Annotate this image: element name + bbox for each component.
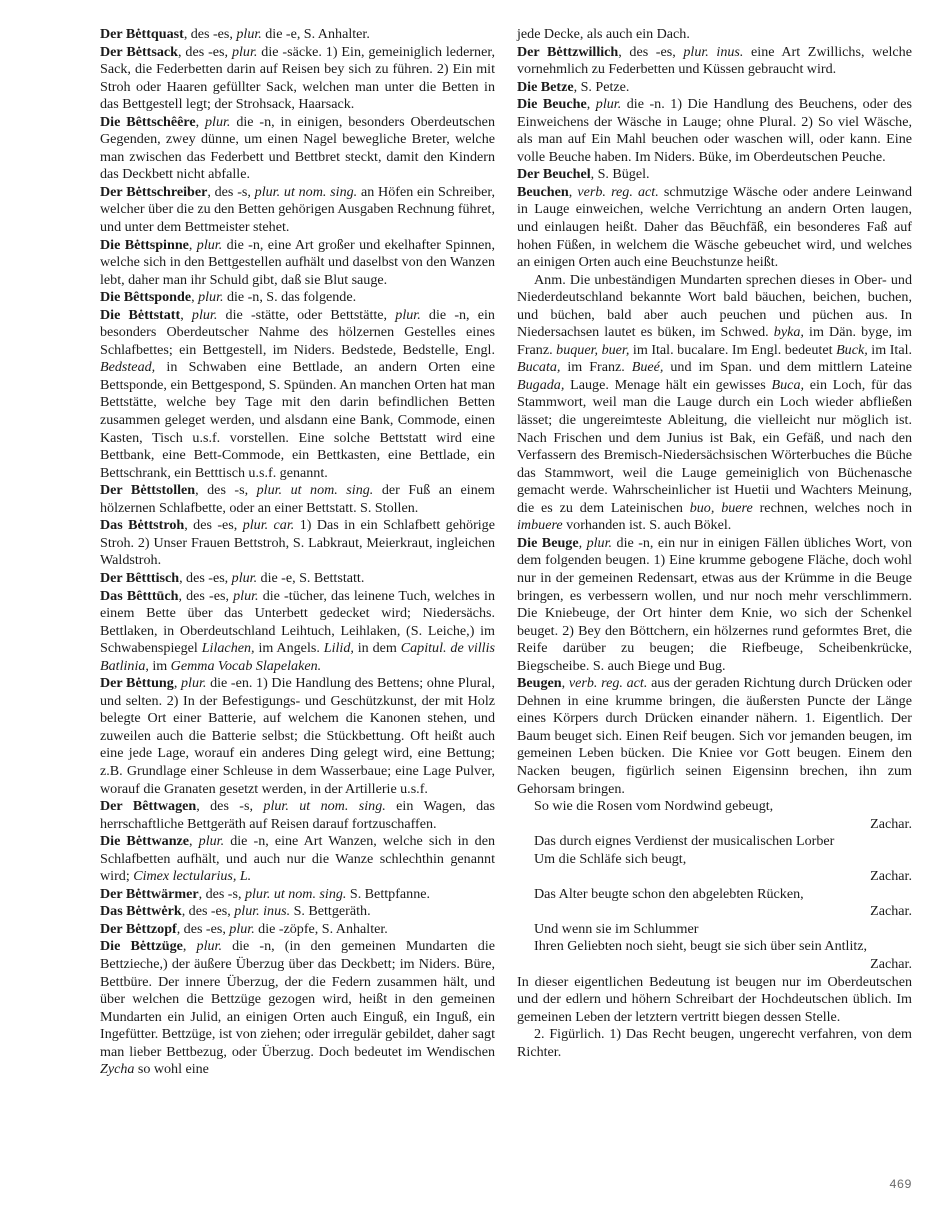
entry-body: , plur. die -n, in einigen, besonders Oberdeutschen Gegenden, zwey dünne, um einen Nagel bewegliche Breter, welche man zwischen das Federbett und Bettbret steckt, damit den Kindern das Deckbett nicht abfalle.: [100, 113, 495, 183]
dictionary-entry: [517, 184, 912, 272]
entry-headword: Die Bėttwanze: [100, 833, 190, 850]
dictionary-entry: [100, 307, 495, 482]
entry-body: , plur. die -n. 1) Die Handlung des Beuchens, oder des Einweichens der Wäsche in Lauge; ohne Plural. 2) So viel Wäsche, als man auf Ein Mahl beuchen oder waschen will, oder kann. Eine volle Beuche haben. Im Niders. Büke, im Oberdeutschen Peuche.: [517, 96, 912, 165]
dictionary-entry: [100, 938, 495, 1078]
indented-paragraph: Anm. Die unbeständigen Mundarten sprechen dieses in Ober- und Niederdeutschland bekannte Wort bald bäuchen, beichen, buchen, und büchen, bald aber auch peuchen und püchen aus. In Niedersachsen lautet es büken, im Schwed. byka, im Dän. byge, im Franz. buquer, buer, im Ital. bucalare. Im Engl. bedeutet Buck, im Ital. Bucata, im Franz. Bueé, und im Span. und dem mittlern Lateine Bugada, Lauge. Menage hält ein gewisses Buca, ein Loch, für das Stammwort, weil man die Lauge durch ein Loch wieder abfließen lässet; die ungereimteste Ableitung, die vielleicht nur möglich ist. Nach Frischen und dem Junius ist Bak, ein Gefäß, und nach den Verfassern des Bremisch-Niedersächsischen Wörterbuches die Büche das Stammwort, weil die Lauge gemeiniglich von Büchenasche gemacht werde. Wahrscheinlicher ist Huetii und Wachters Meinung, die es zu dem Lateinischen buo, buere rechnen, welches noch in imbuere vorhanden ist. S. auch Bökel.: [517, 271, 913, 534]
entry-body: , des -s, plur. ut nom. sing. an Höfen ein Schreiber, welcher über die zu den Betten gehörigen Ausgaben Rechnung führet, und unter dem Bettmeister stehet.: [100, 183, 495, 236]
entry-body: , plur. die -n, (in den gemeinen Mundarten die Bettzieche,) der äußere Überzug über das Deckbett; im Niders. Büre, Bettbüre. Der innere Überzug, der die Federn zusammen hält, und über welchen die Bettzüge gezogen wird, heißt in den gemeinen Mundarten ein Julid, an einigen Orten auch Einguß, ein Inguß, ein Ingefütter. Bettzüge, ist von ziehen; oder irregulär gebildet, daher sagt man lieber Bettbezug, oder Überzug. Doch bedeutet im Wendischen Zycha so wohl eine: [100, 938, 495, 1078]
entry-headword: Die Beuche: [517, 96, 587, 113]
entry-body: , S. Bügel.: [590, 166, 650, 183]
dictionary-entry: [100, 237, 495, 290]
entry-body: , verb. reg. act. aus der geraden Richtung durch Drücken oder Dehnen in eine krumme bringen, die äußersten Puncte der Länge eines Körpers durch Drücken einander nähern. 1. Eigentlich. Der Baum beuget sich. Einen Reif beugen. Sich vor jemanden beugen, im gemeinen Leben bücken. Die Kniee vor Gott beugen. Einem den Nacken beugen, figürlich seinen Eigensinn brechen, ihn zum Gehorsam bringen.: [517, 675, 912, 797]
entry-body: , des -es, plur. car. 1) Das in ein Schlafbett gehörige Stroh. 2) Unser Frauen Bettstroh, S. Labkraut, Meierkraut, ingleichen Waldstroh.: [100, 517, 495, 569]
entry-headword: Der Bėttquast: [100, 26, 184, 42]
entry-body: , des -s, plur. ut nom. sing. S. Bettpfanne.: [198, 885, 431, 902]
entry-body: , des -es, plur. inus. S. Bettgeräth.: [181, 903, 371, 920]
entry-headword: Der Bêttwagen: [100, 798, 197, 815]
page-number: 469: [889, 1177, 912, 1191]
entry-headword: Das Bėttwėrk: [100, 903, 182, 920]
verse-quotation: [517, 833, 912, 886]
entry-body: , plur. die -n, S. das folgende.: [191, 289, 357, 306]
verse-line: Das Alter beugte schon den abgelebten Rücken,: [534, 885, 804, 902]
body-paragraph: jede Decke, als auch ein Dach.: [517, 26, 690, 42]
dictionary-entry: [100, 26, 495, 44]
dictionary-entry: [100, 886, 495, 904]
dictionary-entry: [100, 184, 495, 237]
dictionary-entry: [517, 675, 912, 798]
verse-line: So wie die Rosen vom Nordwind gebeugt,: [534, 798, 774, 815]
dictionary-entry: [100, 798, 495, 833]
entry-headword: Beuchen: [517, 183, 569, 200]
entry-body: , des -es, plur. die -e, S. Bettstatt.: [179, 569, 365, 586]
dictionary-entry: [100, 588, 495, 676]
entry-headword: Der Bėttschreiber: [100, 183, 208, 200]
dictionary-entry: [100, 903, 495, 921]
entry-headword: Das Bėttstroh: [100, 517, 185, 534]
verse-attribution: Zachar.: [870, 868, 912, 885]
dictionary-entry: [517, 44, 912, 79]
entry-body: , des -es, plur. die -säcke. 1) Ein, gemeiniglich lederner, Sack, die Federbetten darin auf Reisen bey sich zu führen. 2) Ein mit Stroh oder Haaren gefüllter Sack, welchen man unter die Betten in das Bettgestell legt; der Strohsack, Haarsack.: [100, 43, 496, 113]
entry-body: , plur. die -n, eine Art großer und ekelhafter Spinnen, welche sich in den Bettgestellen aufhält und daselbst von den Wanzen lebt, daher man ihr Schuld gibt, daß sie Blut sauge.: [100, 236, 495, 288]
entry-headword: Der Bėttsack: [100, 43, 178, 60]
dictionary-entry: [100, 289, 495, 307]
entry-headword: Die Betze: [517, 78, 574, 95]
entry-headword: Der Bėttzwillich: [517, 43, 619, 60]
verse-attribution: Zachar.: [870, 955, 912, 972]
verse-quotation: [517, 921, 912, 974]
entry-body: , des -es, plur. die -zöpfe, S. Anhalter.: [176, 920, 388, 937]
body-paragraph: In dieser eigentlichen Bedeutung ist beugen nur im Oberdeutschen und der edlern und höhern Schreibart der Hochdeutschen üblich. Im gemeinen Leben der letztern vertritt biegen dessen Stelle.: [517, 973, 912, 1025]
entry-body: , plur. die -n, eine Art Wanzen, welche sich in den Schlafbetten aufhält, und auch nur die Wanze schlechthin genannt wird; Cimex lectularius, L.: [100, 833, 496, 885]
dictionary-entry: [517, 96, 912, 166]
entry-headword: Der Bėttstollen: [100, 482, 196, 499]
right-text-column: [517, 26, 912, 1079]
entry-body: , des -es, plur. die -e, S. Anhalter.: [183, 26, 370, 42]
entry-headword: Die Bêttschêêre: [100, 113, 196, 130]
entry-headword: Die Bėttspinne: [100, 236, 189, 253]
entry-body: , des -es, plur. die -tücher, das leinene Tuch, welches in einem Bette über das Unterbett gedecket wird; Niedersächs. Bettlaken, in Oberdeutschland Leihtuch, Leihlaken, (S. Leiche,) im Schwabenspiegel Lilachen, im Angels. Lilid, in dem Capitul. de villis Batlinia, im Gemma Vocab Slapelaken.: [100, 587, 495, 674]
verse-quotation: [517, 886, 912, 921]
dictionary-entry: [517, 79, 912, 97]
entry-body: , des -s, plur. ut nom. sing. ein Wagen, das herrschaftliche Bettgeräth auf Reisen darauf fortzuschaffen.: [100, 798, 495, 832]
entry-headword: Die Bėttzüge: [100, 938, 183, 955]
dictionary-entry: [100, 44, 495, 114]
entry-body: , plur. die -n, ein nur in einigen Fällen übliches Wort, von dem folgenden beugen. 1) Eine krumme gebogene Fläche, doch wohl nur in der gemeinen Redensart, etwas aus der Krümme in die Beuge bringen, es verbessern wollen, und nur noch mehr verschlimmern. Die Kniebeuge, der Ort hinter dem Knie, wo sich der Schenkel beuget. 2) Bey den Böttchern, ein hölzernes rund geformtes Bret, die Reife darüber zu beugen; die Riefbeuge, Scheibenkrücke, Biegscheibe. S. auch Biege und Bug.: [517, 534, 912, 674]
dictionary-entry: [100, 921, 495, 939]
entry-body: , plur. die -stätte, oder Bettstätte, plur. die -n, ein besonders Oberdeutscher Nahme des hölzernen Gestelles eines Schlafbettes; ein Bettgestell, im Niders. Bedstede, Bedstelle, Engl. Bedstead, in Schwaben eine Bettlade, an andern Orten eine Bettsponde, ein Bettgespond, S. Spünden. An manchen Orten hat man Bettstätte, welche bey Tage mit den darin befindlichen Betten zusammen geleget werden, und alsdann eine Bank, Commode, einen Kasten, Tisch u.s.f. vorstellen. Eine solche Bettstatt wird eine Bettbank, eine Bett-Commode, ein Bettkasten, eine Bettlade, ein Bettschrank, ein Betttisch u.s.f. genannt.: [100, 306, 495, 481]
two-column-text-body: [100, 26, 912, 1079]
entry-body: , verb. reg. act. schmutzige Wäsche oder andere Leinwand in Lauge einweichen, welche Verrichtung an andern Orten laugen, und einlaugen heißt. Daher das Bēuchfāß, ein besonderes Faß auf hohen Füßen, in welchem die Wäsche gebeuchet wird, und welches an einigen Orten auch eine Beuchstunze heißt.: [517, 183, 912, 271]
verse-line: Ihren Geliebten noch sieht, beugt sie sich über sein Antlitz,: [534, 938, 868, 955]
entry-headword: Der Bėttung: [100, 675, 174, 692]
indented-paragraph: 2. Figürlich. 1) Das Recht beugen, ungerecht verfahren, von dem Richter.: [517, 1026, 912, 1060]
entry-body: , des -es, plur. inus. eine Art Zwillichs, welche vornehmlich zu Federbetten und Küssen gebraucht wird.: [517, 43, 912, 78]
dictionary-entry: [100, 114, 495, 184]
entry-headword: Die Bėttstatt: [100, 306, 181, 323]
verse-attribution: Zachar.: [870, 903, 912, 920]
entry-headword: Beugen: [517, 675, 562, 692]
dictionary-entry: [100, 570, 495, 588]
entry-body: , plur. die -en. 1) Die Handlung des Bettens; ohne Plural, und selten. 2) In der Befestigungs- und Geschützkunst, der mit Holz belegte Ort einer Batterie, auf welchem die Kanonen stehen, und zuweilen auch die Batterie selbst; die Stückbettung. Oft heißt auch eine jede Lage, worauf ein anderes Ding gelegt wird, eine Bettung; z.B. Grundlage einer Schleuse in dem Wasserbaue; eine Lage Pulver, worauf die Granaten gesetzt werden, in der Artillerie u.s.f.: [100, 675, 496, 797]
entry-headword: Das Bêtttūch: [100, 587, 179, 604]
dictionary-entry: [517, 166, 912, 184]
left-text-column: [100, 26, 495, 1079]
entry-headword: Der Bėttwärmer: [100, 885, 199, 902]
dictionary-entry: [100, 675, 495, 798]
entry-headword: Der Beuchel: [517, 166, 591, 183]
verse-line: Um die Schläfe sich beugt,: [534, 850, 687, 867]
entry-headword: Die Beuge: [517, 534, 579, 551]
entry-headword: Die Bêttsponde: [100, 289, 192, 306]
verse-line: Das durch eignes Verdienst der musicalischen Lorber: [534, 833, 835, 850]
dictionary-entry: [100, 517, 495, 570]
entry-body: , des -s, plur. ut nom. sing. der Fuß an einem hölzernen Schlafbette, oder an einer Bettstatt. S. Stollen.: [100, 482, 495, 516]
entry-headword: Der Bėttzopf: [100, 920, 177, 937]
dictionary-entry: [100, 833, 495, 886]
verse-attribution: Zachar.: [870, 815, 912, 832]
entry-body: , S. Petze.: [573, 78, 630, 95]
dictionary-entry: [100, 482, 495, 517]
dictionary-entry: [517, 535, 912, 675]
entry-headword: Der Bêtttisch: [100, 569, 180, 586]
verse-quotation: [517, 798, 912, 833]
verse-line: Und wenn sie im Schlummer: [534, 920, 699, 937]
